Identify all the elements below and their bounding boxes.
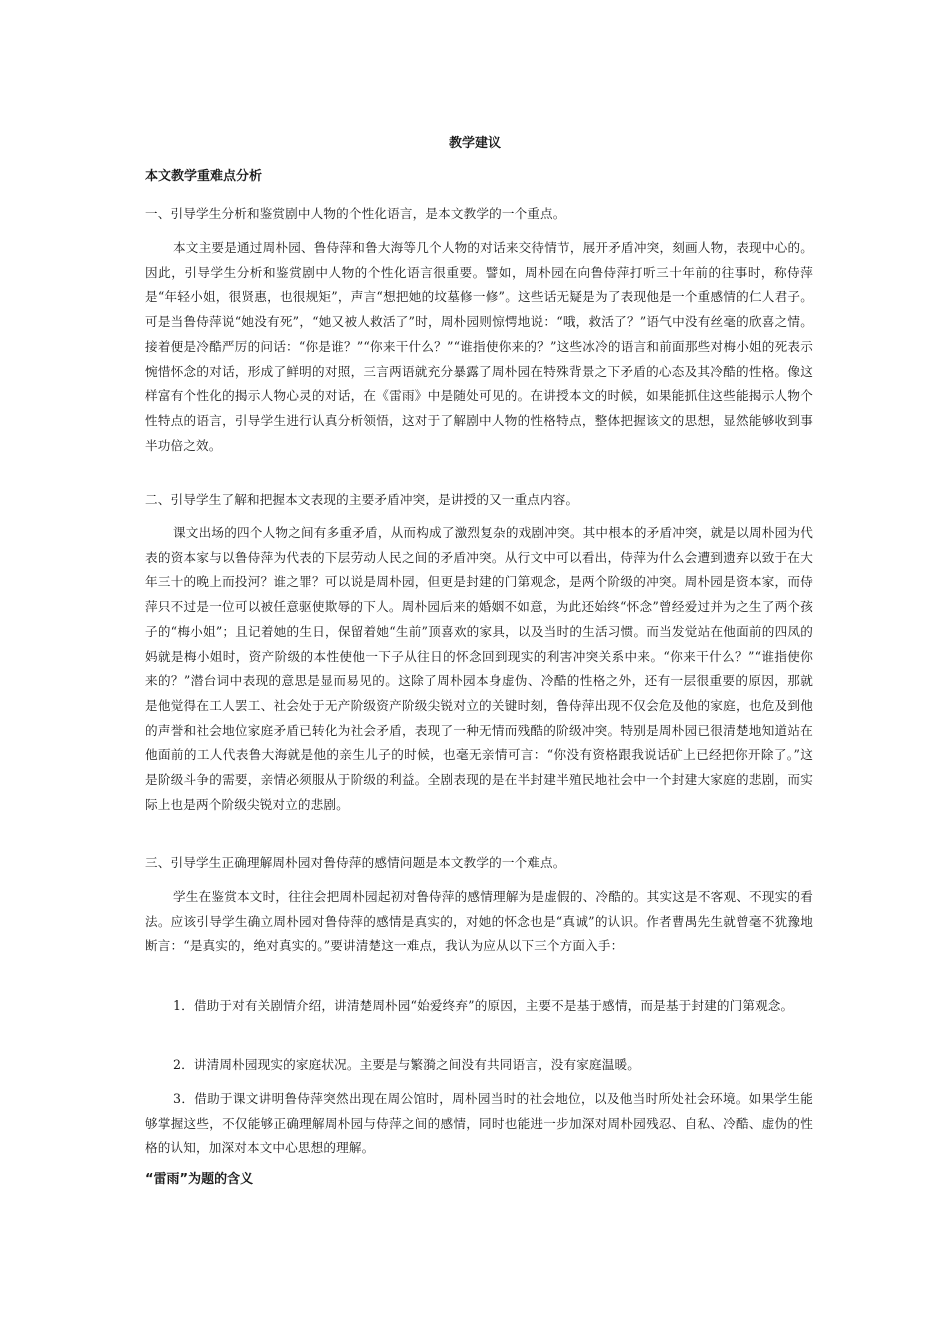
paragraph-one: 本文主要是通过周朴园、鲁侍萍和鲁大海等几个人物的对话来交待情节，展开矛盾冲突，刻画人物，表现中心的。因此，引导学生分析和鉴赏剧中人物的个性化语言很重要。譬如，周朴园在向鲁侍萍打听三十年前的往事时，称侍萍是“年轻小姐，很贤惠，也很规矩”，声言“想把她的坟墓修一修”。这些话无疑是为了表现他是一个重感情的仁人君子。可是当鲁侍萍说“她没有死”，“她又被人救活了”时，周朴园则惊愕地说：“哦，救活了？”语气中没有丝毫的欣喜之情。接着便是冷酷严厉的问话：“你是谁？”“你来干什么？”“谁指使你来的？”这些冰冷的语言和前面那些对梅小姐的死表示惋惜怀念的对话，形成了鲜明的对照，三言两语就充分暴露了周朴园在特殊背景之下矛盾的心态及其冷酷的性格。像这样富有个性化的揭示人物心灵的对话，在《雷雨》中是随处可见的。在讲授本文的时候，如果能抓住这些能揭示人物个性特点的语言，引导学生进行认真分析领悟，这对于了解剧中人物的性格特点，整体把握该文的思想，显然能够收到事半功倍之效。 bbox=[145, 240, 813, 453]
list-item-two: 2．讲清周朴园现实的家庭状况。主要是与繁漪之间没有共同语言，没有家庭温暖。 bbox=[173, 1057, 640, 1072]
list-item-three: 3．借助于课文讲明鲁侍萍突然出现在周公馆时，周朴园当时的社会地位，以及他当时所处社会环境。如果学生能够掌握这些，不仅能够正确理解周朴园与侍萍之间的感情，同时也能进一步加深对周朴园残忍、自私、冷酷、虚伪的性格的认知，加深对本文中心思想的理解。 bbox=[145, 1091, 813, 1156]
paragraph-three: 学生在鉴赏本文时，往往会把周朴园起初对鲁侍萍的感情理解为是虚假的、冷酷的。其实这是不客观、不现实的看法。应该引导学生确立周朴园对鲁侍萍的感情是真实的，对她的怀念也是“真诚”的认识。作者曹禺先生就曾毫不犹豫地断言：“是真实的，绝对真实的。”要讲清楚这一难点，我认为应从以下三个方面入手： bbox=[145, 889, 813, 954]
document-title: 教学建议 bbox=[448, 136, 501, 151]
section-heading-title-meaning: “雷雨”为题的含义 bbox=[145, 1172, 254, 1187]
point-one: 一、引导学生分析和鉴赏剧中人物的个性化语言，是本文教学的一个重点。 bbox=[145, 206, 566, 221]
point-two: 二、引导学生了解和把握本文表现的主要矛盾冲突，是讲授的又一重点内容。 bbox=[145, 492, 579, 507]
point-three: 三、引导学生正确理解周朴园对鲁侍萍的感情问题是本文教学的一个难点。 bbox=[145, 855, 566, 870]
paragraph-two: 课文出场的四个人物之间有多重矛盾，从而构成了激烈复杂的戏剧冲突。其中根本的矛盾冲突，就是以周朴园为代表的资本家与以鲁侍萍为代表的下层劳动人民之间的矛盾冲突。从行文中可以看出，侍萍为什么会遭到遗弃以致于在大年三十的晚上而投河？谁之罪？可以说是周朴园，但更是封建的门第观念，是两个阶级的冲突。周朴园是资本家，而侍萍只不过是一位可以被任意驱使欺辱的下人。周朴园后来的婚姻不如意，为此还始终“怀念”曾经爱过并为之生了两个孩子的“梅小姐”；且记着她的生日，保留着她“生前”顶喜欢的家具，以及当时的生活习惯。而当发觉站在他面前的四凤的妈就是梅小姐时，资产阶级的本性使他一下子从往日的怀念回到现实的利害冲突关系中来。“你来干什么？”“谁指使你来的？”潜台词中表现的意思是显而易见的。这除了周朴园本身虚伪、冷酷的性格之外，还有一层很重要的原因，那就是他觉得在工人罢工、社会处于无产阶级资产阶级尖锐对立的关键时刻，鲁侍萍出现不仅会危及他的家庭，也危及到他的声誉和社会地位家庭矛盾已转化为社会矛盾，表现了一种无情而残酷的阶级冲突。特别是周朴园已很清楚地知道站在他面前的工人代表鲁大海就是他的亲生儿子的时候，也毫无亲情可言：“你没有资格跟我说话矿上已经把你开除了。”这是阶级斗争的需要，亲情必须服从于阶级的利益。全剧表现的是在半封建半殖民地社会中一个封建大家庭的悲剧，而实际上也是两个阶级尖锐对立的悲剧。 bbox=[145, 525, 813, 812]
list-item-one: 1．借助于对有关剧情介绍，讲清楚周朴园“始爱终弃”的原因，主要不是基于感情，而是基于封建的门第观念。 bbox=[173, 998, 794, 1013]
section-heading-difficulties: 本文教学重难点分析 bbox=[145, 169, 263, 184]
